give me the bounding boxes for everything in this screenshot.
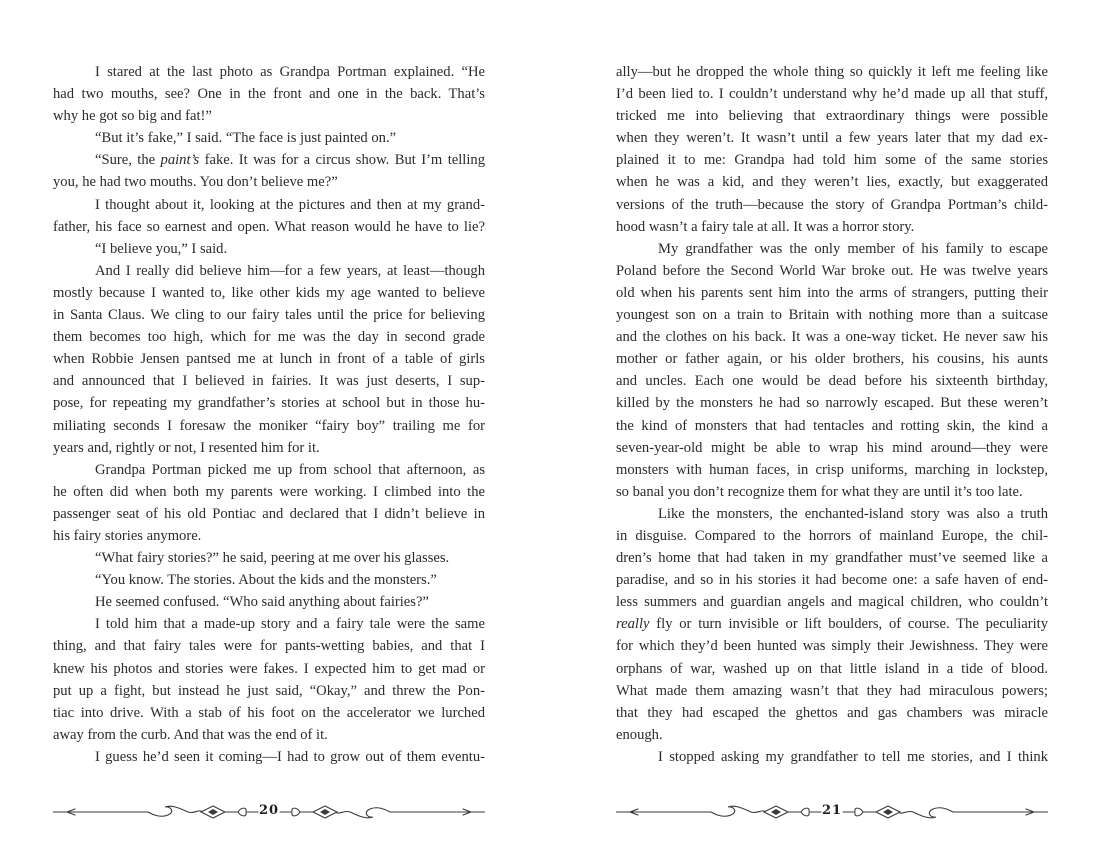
text-line: monsters with human faces, in crisp uniforms, marching in lockstep,: [616, 461, 1048, 478]
text-line: I stopped asking my grandfather to tell me stories, and I think: [658, 748, 1048, 765]
text-line: when Robbie Jensen pantsed me at lunch in front of a table of girls: [53, 351, 485, 368]
text-line: mother or father again, or his older brothers, his cousins, his aunts: [616, 351, 1048, 368]
text-line: them becomes too high, which for me was the day in second grade: [53, 329, 485, 346]
text-line: that they had escaped the ghettos and gas chambers was miracle: [616, 704, 1048, 721]
text-line: He seemed confused. “Who said anything about fairies?”: [95, 594, 429, 611]
left-page: [53, 61, 485, 768]
text-line: and announced that I believed in fairies. It was just deserts, I sup-: [53, 373, 485, 390]
text-line: he often did when both my parents were working. I climbed into the: [53, 483, 485, 500]
text-line: you, he had two mouths. You don’t believe me?”: [53, 174, 338, 191]
text-line: really fly or turn invisible or lift boulders, of course. The peculiarity: [616, 616, 1048, 633]
text-line: why he got so big and fat!”: [53, 108, 212, 125]
text-line: away from the curb. And that was the end of it.: [53, 726, 328, 743]
text-line: “Sure, the paint’s fake. It was for a circus show. But I’m telling: [95, 152, 485, 169]
text-line: plained it to me: Grandpa had told him some of the same stories: [616, 152, 1048, 169]
text-line: so banal you don’t recognize them for what they are until it’s too late.: [616, 483, 1023, 500]
text-line: hood wasn’t a fairy tale at all. It was a horror story.: [616, 218, 915, 235]
text-line: put up a fight, but instead he just said, “Okay,” and threw the Pon-: [53, 682, 485, 699]
text-line: I guess he’d seen it coming—I had to grow out of them eventu-: [95, 748, 485, 765]
text-line: in disguise. Compared to the horrors of mainland Europe, the chil-: [616, 527, 1048, 544]
right-page: [616, 61, 1048, 768]
text-line: had two mouths, see? One in the front and one in the back. That’s: [53, 86, 485, 103]
text-line: and uncles. Each one would be dead before his sixteenth birthday,: [616, 373, 1048, 390]
text-line: “You know. The stories. About the kids and the monsters.”: [95, 572, 437, 589]
text-line: paradise, and so in his stories it had become one: a safe haven of end-: [616, 572, 1048, 589]
text-line: What made them amazing wasn’t that they had miraculous powers;: [616, 682, 1048, 699]
text-line: thing, and that fairy tales were for pants-wetting babies, and that I: [53, 638, 485, 655]
text-line: and the clothes on his back. It was a one-way ticket. He never saw his: [616, 329, 1048, 346]
text-line: ally—but he dropped the whole thing so quickly it left me feeling like: [616, 64, 1048, 80]
text-line: when he was a kid, and they weren’t lies, exactly, but exaggerated: [616, 174, 1048, 191]
right-page-body: [616, 61, 1048, 768]
text-line: miliating seconds I foresaw the moniker “fairy boy” trailing me for: [53, 417, 485, 434]
text-line: father, his face so earnest and open. What reason would he have to lie?: [53, 218, 485, 235]
text-line: tricked me into believing that extraordinary things were possible: [616, 108, 1048, 125]
text-line: I told him that a made-up story and a fairy tale were the same: [95, 616, 485, 633]
page-number-left: 20: [258, 803, 280, 818]
text-line: dren’s home that had taken in my grandfather must’ve seemed like a: [616, 550, 1048, 567]
text-line: his fairy stories anymore.: [53, 527, 202, 544]
text-line: pose, for repeating my grandfather’s stories at school but in those hu-: [53, 395, 485, 412]
text-line: “But it’s fake,” I said. “The face is just painted on.”: [95, 130, 397, 147]
text-line: old when his parents sent him into the arms of strangers, putting their: [616, 284, 1048, 301]
text-line: the kind of monsters that had tentacles and rotting skin, the kind a: [616, 417, 1048, 434]
text-line: Poland before the Second World War broke out. He was twelve years: [616, 262, 1048, 279]
text-line: “I believe you,” I said.: [95, 240, 228, 257]
text-line: mostly because I wanted to, like other kids my age wanted to believe: [53, 284, 485, 301]
text-line: Grandpa Portman picked me up from school that afternoon, as: [95, 461, 485, 478]
text-line: killed by the monsters he had so narrowly escaped. But these weren’t: [616, 395, 1048, 412]
text-line: seven-year-old might be able to wrap his mind around—they were: [616, 439, 1048, 456]
text-line: I thought about it, looking at the pictures and then at my grand-: [95, 196, 485, 213]
left-page-footer: [53, 798, 485, 828]
text-line: Like the monsters, the enchanted-island story was also a truth: [658, 505, 1048, 522]
text-line: passenger seat of his old Pontiac and declared that I didn’t believe in: [53, 505, 485, 522]
text-line: for which they’d been hunted was simply their Jewishness. They were: [616, 638, 1048, 655]
page-number-right: 21: [821, 803, 843, 818]
text-line: youngest son on a train to Britain with nothing more than a suitcase: [616, 307, 1048, 324]
text-line: versions of the truth—because the story of Grandpa Portman’s child-: [616, 196, 1048, 213]
text-line: I’d been lied to. I couldn’t understand why he’d made up all that stuff,: [616, 86, 1048, 103]
text-line: And I really did believe him—for a few years, at least—though: [95, 262, 485, 279]
text-line: years and, rightly or not, I resented him for it.: [53, 439, 320, 456]
text-line: when they weren’t. It wasn’t until a few years later that my dad ex-: [616, 130, 1048, 147]
text-line: less summers and guardian angels and magical children, who couldn’t: [616, 594, 1048, 611]
text-line: I stared at the last photo as Grandpa Portman explained. “He: [95, 64, 485, 80]
text-line: My grandfather was the only member of his family to escape: [658, 240, 1048, 257]
text-line: enough.: [616, 726, 663, 743]
text-line: in Santa Claus. We cling to our fairy tales until the price for believing: [53, 307, 485, 324]
text-line: “What fairy stories?” he said, peering at me over his glasses.: [95, 550, 450, 567]
text-line: tiac into drive. With a stab of his foot on the accelerator we lurched: [53, 704, 485, 721]
right-page-footer: [616, 798, 1048, 828]
text-line: orphans of war, washed up on that little island in a tide of blood.: [616, 660, 1048, 677]
left-page-body: [53, 61, 485, 768]
text-line: knew his photos and stories were fakes. I expected him to get mad or: [53, 660, 485, 677]
